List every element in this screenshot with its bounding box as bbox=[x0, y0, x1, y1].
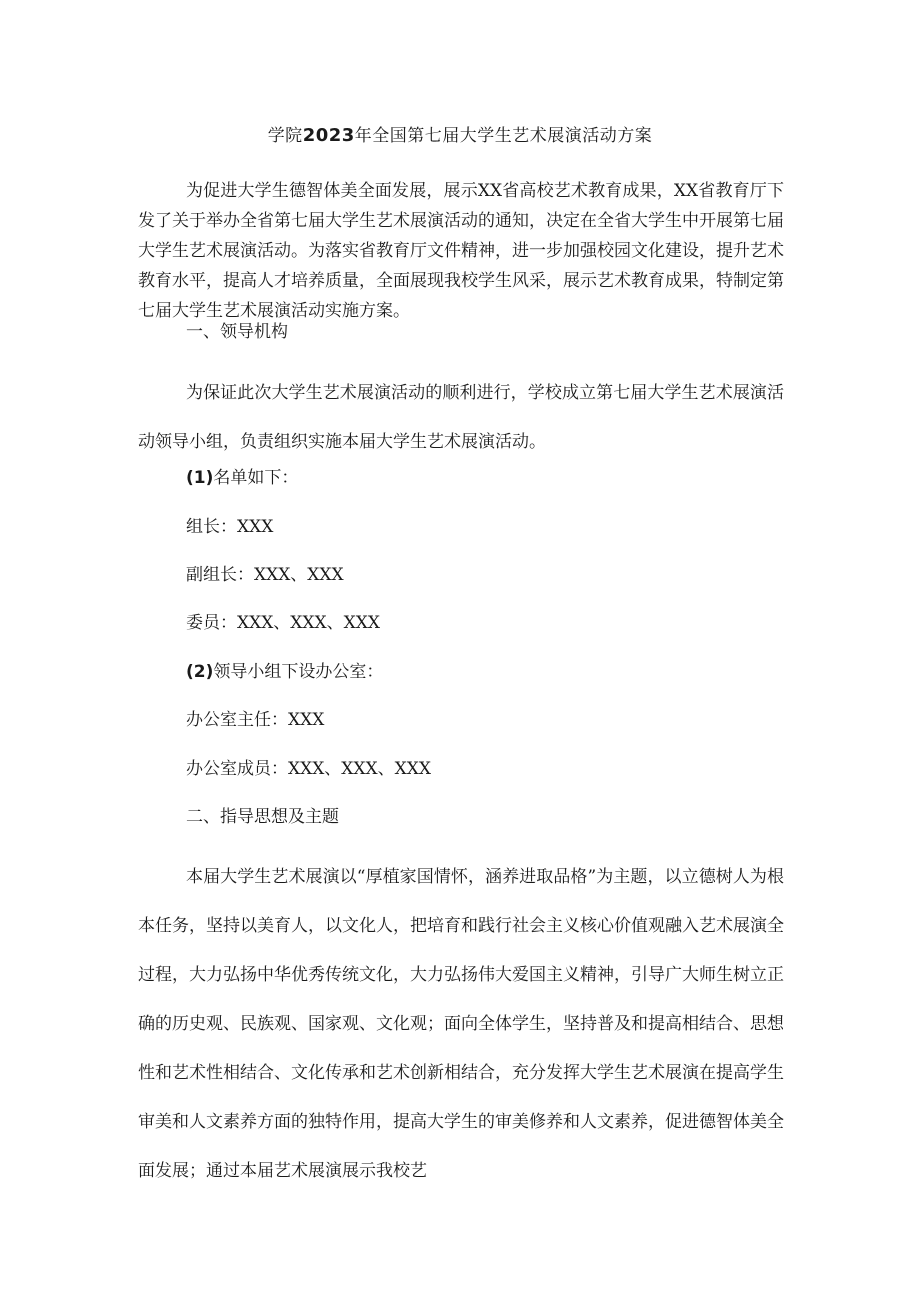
vice-leader-line: 副组长：XXX、XXX bbox=[186, 565, 344, 585]
office-members-line: 办公室成员：XXX、XXX、XXX bbox=[186, 759, 431, 779]
section1-paragraph: 为保证此次大学生艺术展演活动的顺利进行，学校成立第七届大学生艺术展演活动领导小组，负责组织实施本届大学生艺术展演活动。 bbox=[138, 383, 784, 452]
list-item-2 bbox=[186, 660, 383, 684]
document-title bbox=[0, 124, 920, 148]
title-suffix: 年全国第七届大学生艺术展演活动方案 bbox=[354, 126, 653, 146]
title-prefix: 学院 bbox=[267, 126, 303, 146]
leader-line: 组长：XXX bbox=[186, 517, 274, 537]
title-year: 2023 bbox=[302, 125, 355, 146]
list-item-1 bbox=[186, 466, 298, 490]
section2-paragraph: 本届大学生艺术展演以“厚植家国情怀，涵养进取品格”为主题，以立德树人为根本任务，坚持以美育人，以文化人，把培育和践行社会主义核心价值观融入艺术展演全过程，大力弘扬中华优秀传统文化，大力弘扬伟大爱国主义精神，引导广大师生树立正确的历史观、民族观、国家观、文化观；面向全体学生，坚持普及和提高相结合、思想性和艺术性相结合、文化传承和艺术创新相结合，充分发挥大学生艺术展演在提高学生审美和人文素养方面的独特作用，提高大学生的审美修养和人文素养，促进德智体美全面发展；通过本届艺术展演展示我校艺 bbox=[138, 867, 784, 1181]
list-item-2-number: (2) bbox=[186, 662, 214, 682]
section2-heading: 二、指导思想及主题 bbox=[186, 807, 339, 827]
office-director-line: 办公室主任：XXX bbox=[186, 710, 325, 730]
intro-paragraph: 为促进大学生德智体美全面发展，展示XX省高校艺术教育成果，XX省教育厅下发了关于举办全省第七届大学生艺术展演活动的通知，决定在全省大学生中开展第七届大学生艺术展演活动。为落实省教育厅文件精神，进一步加强校园文化建设，提升艺术教育水平，提高人才培养质量，全面展现我校学生风采，展示艺术教育成果，特制定第七届大学生艺术展演活动实施方案。 bbox=[138, 181, 784, 321]
list-item-1-number: (1) bbox=[186, 468, 214, 488]
list-item-2-text: 领导小组下设办公室： bbox=[213, 662, 384, 682]
members-line: 委员：XXX、XXX、XXX bbox=[186, 613, 380, 633]
list-item-1-text: 名单如下： bbox=[213, 468, 299, 488]
section1-heading: 一、领导机构 bbox=[186, 322, 288, 342]
